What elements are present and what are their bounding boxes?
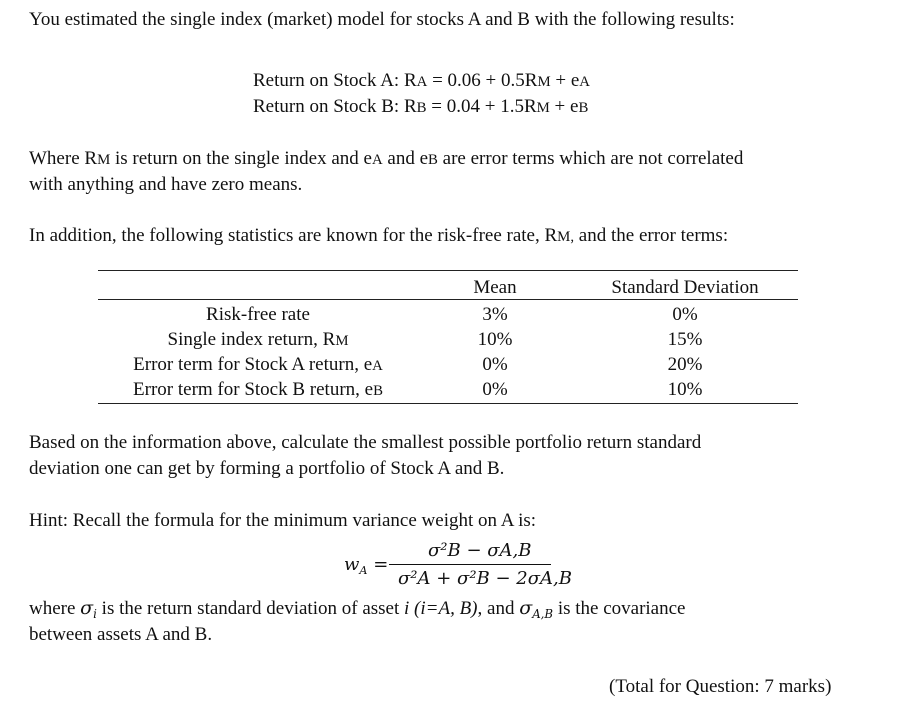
row-label: Error term for Stock A return, eA: [133, 354, 383, 375]
row-mean: 10%: [477, 329, 513, 350]
hint-where-line-1: where $\sigma_i$ is the return standard deviation of asset i (i=A, B), and $\sigma_{A,B}$ is the covariance: [29, 597, 686, 622]
header-sd: Standard Deviation: [611, 277, 759, 298]
question-line-2: deviation one can get by forming a portfolio of Stock A and B.: [29, 458, 505, 479]
where-line-2: with anything and have zero means.: [29, 174, 303, 195]
row-mean: 0%: [482, 379, 508, 400]
row-sd: 15%: [667, 329, 703, 350]
intro-text: You estimated the single index (market) model for stocks A and B with the following results:: [29, 9, 735, 30]
row-label: Single index return, RM: [167, 329, 349, 350]
row-mean: 3%: [482, 304, 508, 325]
header-mean: Mean: [473, 277, 517, 298]
formula-lhs: $w_A$ =: [344, 554, 389, 577]
row-sd: 10%: [667, 379, 703, 400]
equation-stock-a: Return on Stock A: RA = 0.06 + 0.5RM + eA: [253, 70, 590, 91]
row-label: Risk-free rate: [206, 304, 310, 325]
row-sd: 0%: [672, 304, 698, 325]
total-marks: (Total for Question: 7 marks): [609, 676, 832, 697]
table-top-rule: [98, 270, 798, 271]
fraction-bar: [389, 564, 551, 565]
row-sd: 20%: [667, 354, 703, 375]
row-label: Error term for Stock B return, eB: [133, 379, 383, 400]
hint-where-line-2: between assets A and B.: [29, 624, 213, 645]
where-line-1: Where RM is return on the single index and eA and eB are error terms which are not correlated: [29, 148, 744, 169]
row-mean: 0%: [482, 354, 508, 375]
table-header-rule: [98, 299, 798, 300]
formula-denominator: σ²A + σ²B − 2σA,B: [398, 568, 572, 589]
question-line-1: Based on the information above, calculate the smallest possible portfolio return standard: [29, 432, 702, 453]
hint-title: Hint: Recall the formula for the minimum variance weight on A is:: [29, 510, 537, 531]
addition-text: In addition, the following statistics are known for the risk-free rate, RM, and the error terms:: [29, 225, 729, 246]
table-bottom-rule: [98, 403, 798, 404]
formula-numerator: σ²B − σA,B: [428, 540, 532, 561]
equation-stock-b: Return on Stock B: RB = 0.04 + 1.5RM + eB: [253, 96, 589, 117]
